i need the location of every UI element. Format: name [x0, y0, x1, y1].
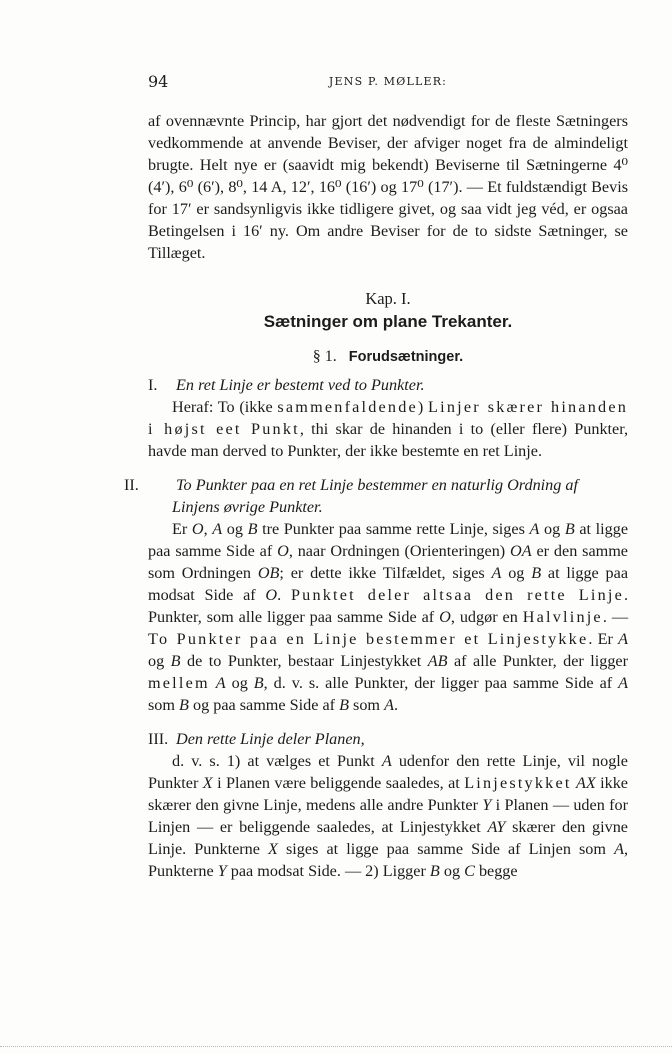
text-run: ; er dette ikke Tilfældet, siges [279, 564, 492, 582]
text-run: d. v. s. 1) at vælges et Punkt [172, 752, 382, 770]
emphasized-text: Halvlinje [522, 608, 603, 626]
math-symbol: Y [482, 796, 492, 814]
section-heading [148, 346, 628, 368]
math-symbol: A [491, 564, 502, 582]
text-run: af alle Punkter, der ligger [447, 652, 628, 670]
text-run: og paa samme Side af [188, 696, 340, 714]
proposition-text [148, 518, 628, 716]
text-run: skærer den givne Linje. Punkterne [148, 818, 628, 858]
math-symbol: B [531, 564, 542, 582]
text-run: og [539, 520, 565, 538]
proposition-statement: To Punkter paa en ret Linje bestemmer en naturlig Ordning af Linjens øvrige Punkter. [172, 476, 579, 516]
math-symbol: O [265, 586, 278, 604]
proposition-number: I. [148, 376, 158, 394]
text-run: og [225, 674, 254, 692]
text-run: som [348, 696, 385, 714]
text-run: er den samme som Ordningen [148, 542, 628, 582]
text-run: og [148, 652, 171, 670]
text-run: , udgør en [450, 608, 523, 626]
text-run: paa modsat Side. — 2) Ligger [226, 862, 430, 880]
text-run: . — [602, 608, 629, 626]
page-body [124, 110, 629, 882]
math-symbol: X [202, 774, 213, 792]
proposition-heading [148, 374, 628, 396]
text-run: , d. v. s. alle Punkter, der ligger paa samme Side af [263, 674, 619, 692]
proposition-statement: En ret Linje er bestemt ved to Punkter. [176, 376, 425, 394]
text-run: at ligge paa modsat Side af [148, 564, 629, 604]
intro-paragraph: af ovennævnte Princip, har gjort det nødvendigt for de fleste Sætningers vedkommende at anvende Beviser, der afviger noget fra de almindeligt brugte. Helt nye er (saavidt mig bekendt) Beviserne til Sætningerne 4⁰ (4′), 6⁰ (6′), 8⁰, 14 A, 12′, 16⁰ (16′) og 17⁰ (17′). — Et fuldstændigt Bevis for 17′ er sandsynligvis ikke tidligere givet, og saa vidt jeg véd, er ogsaa Betingelsen i 16′ ny. Om andre Beviser for de to sidste Sætninger, se Tillæget. [148, 112, 628, 262]
emphasized-text: Linjestykket [464, 774, 572, 792]
math-symbol: B [429, 862, 440, 880]
page-header [148, 72, 628, 94]
math-symbol: A [618, 630, 628, 648]
math-symbol: AY [487, 818, 506, 836]
text-run: udenfor den rette Linje, vil nogle Punkter [148, 752, 628, 792]
text-run: at ligge paa samme Side af [148, 520, 629, 560]
section-symbol: § [312, 348, 321, 365]
emphasized-text: mellem [148, 674, 210, 692]
text-run: , [203, 520, 213, 538]
math-symbol: A [381, 752, 392, 770]
math-symbol: A [529, 520, 540, 538]
math-symbol: O [277, 542, 289, 560]
math-symbol: O [439, 608, 451, 626]
text-run: tre Punkter paa samme rette Linje, siges [257, 520, 530, 538]
emphasized-text: Punktet deler altsaa den rette Linje [290, 586, 624, 604]
text-run: begge [474, 862, 518, 880]
proposition [148, 374, 628, 462]
proposition [124, 474, 629, 716]
emphasized-text: Linjer skærer hinanden i højst eet Punkt [148, 398, 628, 438]
text-run: de to Punkter, bestaar Linjestykket [180, 652, 428, 670]
text-run: , Punkterne [148, 840, 628, 880]
math-symbol: A [215, 674, 226, 692]
math-symbol: B [247, 520, 258, 538]
proposition-heading [124, 474, 628, 518]
page-number: 94 [148, 72, 169, 91]
math-symbol: B [339, 696, 349, 714]
math-symbol: OA [510, 542, 532, 560]
math-symbol: A [212, 520, 223, 538]
math-symbol: AB [427, 652, 448, 670]
emphasized-text: To Punkter paa en Linje bestemmer et Linjestykke [148, 630, 589, 648]
text-run: i Planen — uden for Linjen — er beliggende saaledes, at Linjestykket [148, 796, 628, 836]
text-run: og [501, 564, 532, 582]
text-run: og [439, 862, 465, 880]
text-run: og [222, 520, 248, 538]
text-run: Heraf: To (ikke [172, 398, 278, 416]
math-symbol: C [464, 862, 475, 880]
math-symbol: OB [257, 564, 280, 582]
text-run: . Er [588, 630, 619, 648]
text-run: . [277, 586, 291, 604]
proposition-heading [148, 728, 628, 750]
proposition [148, 728, 628, 882]
text-run: i Planen være beliggende saaledes, at [212, 774, 465, 792]
text-run: . [393, 696, 398, 714]
math-symbol: B [253, 674, 264, 692]
proposition-text [148, 396, 628, 462]
text-run: som [148, 696, 180, 714]
text-run: ikke skærer den givne Linje, medens alle andre Punkter [148, 774, 628, 814]
text-run: siges at ligge paa samme Side af Linjen som [277, 840, 615, 858]
proposition-statement: Den rette Linje deler Planen, [176, 730, 365, 748]
math-symbol: O [191, 520, 204, 538]
math-symbol: X [268, 840, 278, 858]
math-symbol: AX [575, 774, 596, 792]
scan-edge [0, 1046, 672, 1047]
section-title: Forudsætninger. [348, 349, 464, 365]
math-symbol: Y [217, 862, 227, 880]
math-symbol: A [618, 674, 629, 692]
math-symbol: B [564, 520, 575, 538]
section-number: 1. [324, 348, 337, 365]
chapter-title: Sætninger om plane Trekanter. [263, 312, 513, 331]
text-run: . Punkter, som alle ligger paa samme Side af [148, 586, 628, 626]
proposition-number: II. [124, 476, 139, 494]
proposition-text [148, 750, 628, 882]
math-symbol: A [614, 840, 624, 858]
math-symbol: B [179, 696, 189, 714]
emphasized-text: sammenfaldende [277, 398, 418, 416]
text-run: , naar Ordningen (Orienteringen) [288, 542, 511, 560]
text-run: , thi skar de hinanden i to (eller flere) Punkter, havde man derved to Punkter, der ikke bestemte en ret Linje. [148, 420, 629, 460]
chapter-label: Kap. I. [365, 289, 411, 308]
text-run: Er [172, 520, 192, 538]
math-symbol: B [170, 652, 181, 670]
text-run: ) [417, 398, 429, 416]
running-head: JENS P. MØLLER: [328, 75, 448, 88]
math-symbol: A [384, 696, 394, 714]
proposition-number: III. [148, 730, 169, 748]
